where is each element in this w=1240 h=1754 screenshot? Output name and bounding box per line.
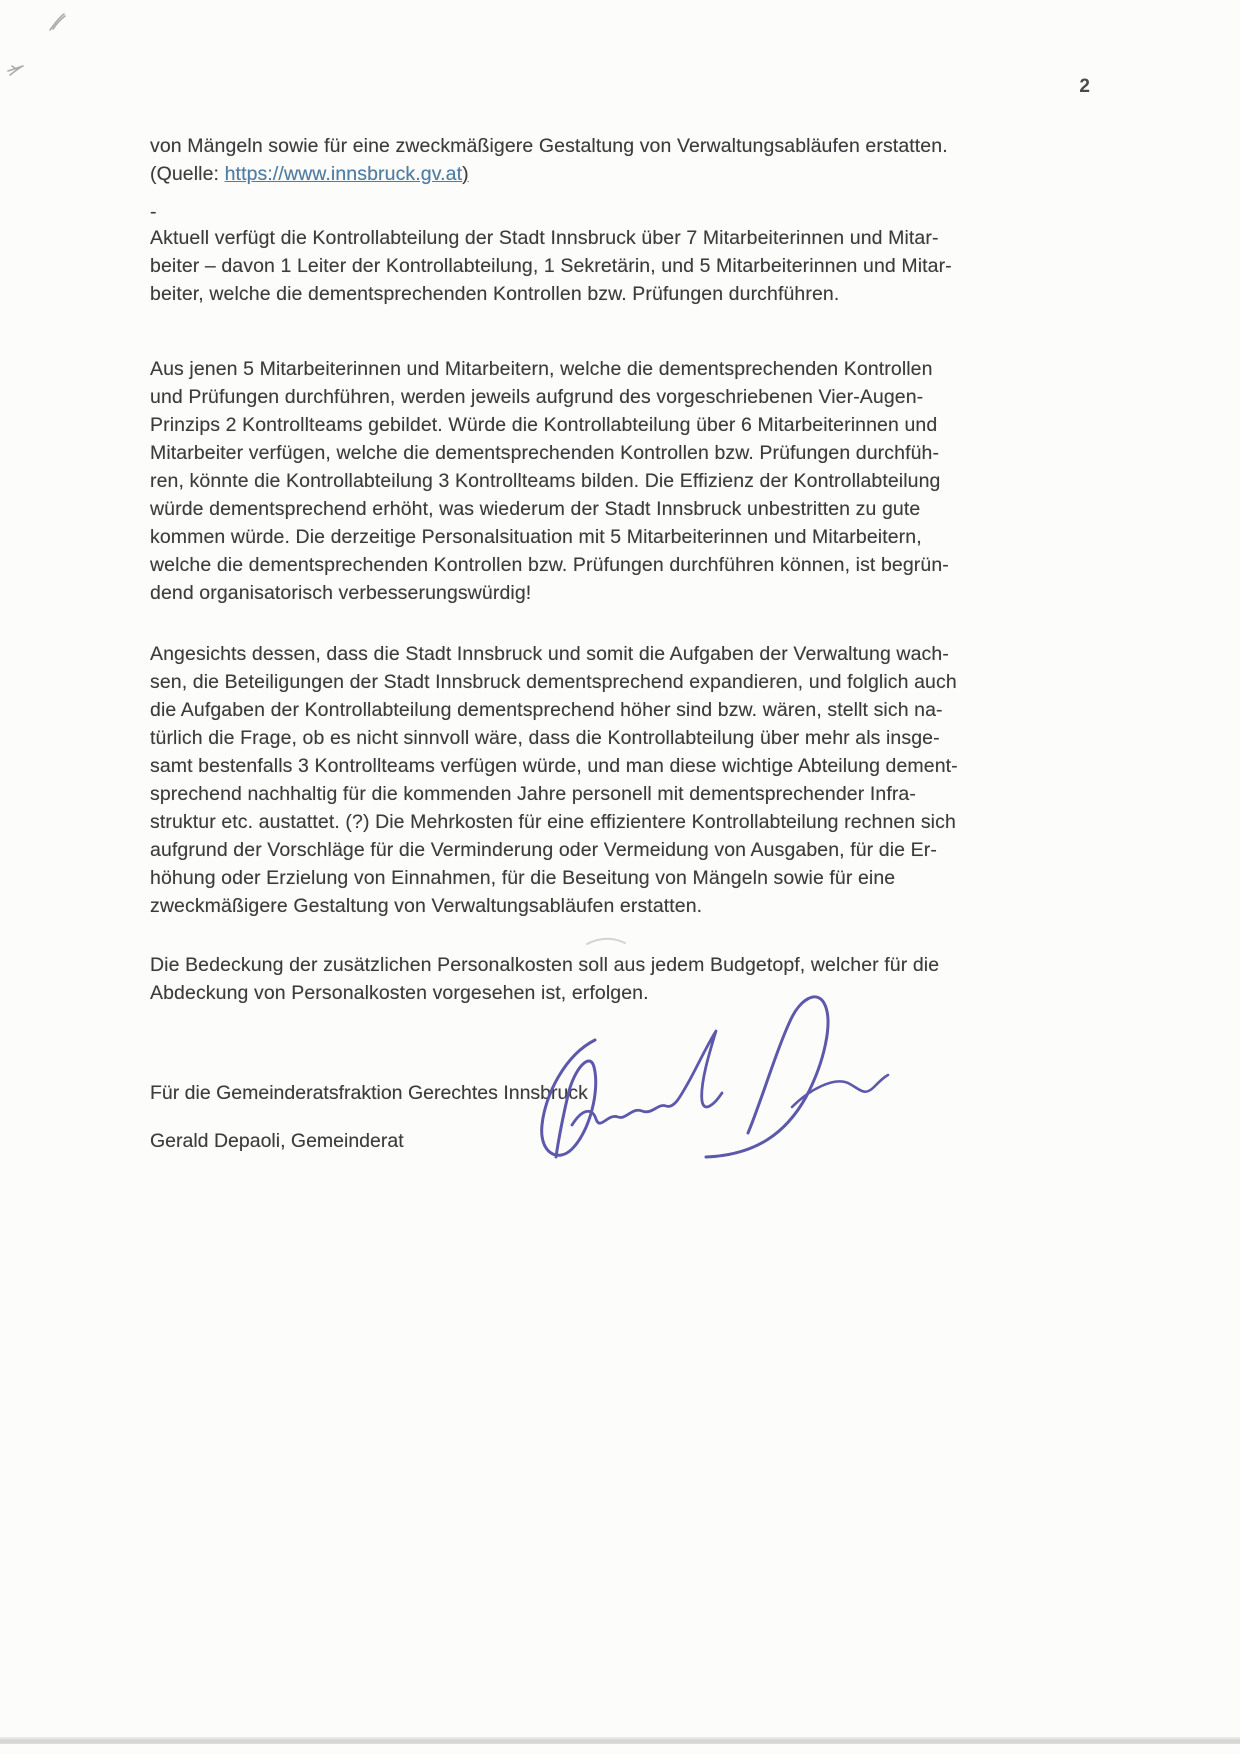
text-line: Aktuell verfügt die Kontrollabteilung der Stadt Innsbruck über 7 Mitarbeiterinnen und Mitar- xyxy=(150,227,939,249)
text-line: die Aufgaben der Kontrollabteilung dementsprechend höher sind bzw. wären, stellt sich na- xyxy=(150,699,943,721)
quelle-suffix: ) xyxy=(462,163,469,185)
paragraph-intro-continuation xyxy=(150,132,1087,188)
closing-faction-line: Für die Gemeinderatsfraktion Gerechtes Innsbruck xyxy=(150,1082,588,1104)
text-line: welche die dementsprechenden Kontrollen bzw. Prüfungen durchführen können, ist begrün- xyxy=(150,554,949,576)
text-line: sprechend nachhaltig für die kommenden Jahre personell mit dementsprechender Infra- xyxy=(150,783,916,805)
text-line: von Mängeln sowie für eine zweckmäßigere Gestaltung von Verwaltungsabläufen erstatten. xyxy=(150,135,948,157)
text-line: höhung oder Erzielung von Einnahmen, für die Beseitung von Mängeln sowie für eine xyxy=(150,867,896,889)
scan-speck-icon xyxy=(6,58,30,80)
text-line: Aus jenen 5 Mitarbeiterinnen und Mitarbeitern, welche die dementsprechenden Kontrollen xyxy=(150,358,933,380)
text-line: sen, die Beteiligungen der Stadt Innsbruck dementsprechend expandieren, und folglich auch xyxy=(150,671,957,693)
paragraph-staffing-current xyxy=(150,224,1087,308)
scan-edge-shadow xyxy=(0,1737,1240,1744)
text-line: Prinzips 2 Kontrollteams gebildet. Würde die Kontrollabteilung über 6 Mitarbeiterinnen und xyxy=(150,414,938,436)
text-line: struktur etc. austattet. (?) Die Mehrkosten für eine effizientere Kontrollabteilung rechnen sich xyxy=(150,811,956,833)
paragraph-ausbau-begruendung xyxy=(150,640,1087,920)
dash-line xyxy=(150,198,1087,226)
text-line: zweckmäßigere Gestaltung von Verwaltungsabläufen erstatten. xyxy=(150,895,703,917)
text-line: und Prüfungen durchführen, werden jeweils aufgrund des vorgeschriebenen Vier-Augen- xyxy=(150,386,924,408)
text-line: würde dementsprechend erhöht, was wiederum der Stadt Innsbruck unbestritten zu gute xyxy=(150,498,921,520)
text-line: beiter – davon 1 Leiter der Kontrollabteilung, 1 Sekretärin, und 5 Mitarbeiterinnen und Mitar- xyxy=(150,255,952,277)
text-line: Abdeckung von Personalkosten vorgesehen ist, erfolgen. xyxy=(150,982,649,1004)
scan-artifact-curve xyxy=(585,936,627,948)
handwritten-signature xyxy=(510,985,890,1170)
source-line xyxy=(150,160,1087,188)
quelle-prefix: (Quelle: xyxy=(150,163,225,185)
text-line: kommen würde. Die derzeitige Personalsituation mit 5 Mitarbeiterinnen und Mitarbeitern, xyxy=(150,526,922,548)
text-line: dend organisatorisch verbesserungswürdig! xyxy=(150,582,532,604)
text-line: türlich die Frage, ob es nicht sinnvoll wäre, dass die Kontrollabteilung über mehr als insge- xyxy=(150,727,940,749)
text-line: beiter, welche die dementsprechenden Kontrollen bzw. Prüfungen durchführen. xyxy=(150,283,840,305)
text-line: Mitarbeiter verfügen, welche die dementsprechenden Kontrollen bzw. Prüfungen durchfüh- xyxy=(150,442,940,464)
closing-signatory-line: Gerald Depaoli, Gemeinderat xyxy=(150,1130,404,1152)
text-line: aufgrund der Vorschläge für die Verminderung oder Vermeidung von Ausgaben, für die Er- xyxy=(150,839,937,861)
text-line: - xyxy=(150,201,157,223)
text-line: ren, könnte die Kontrollabteilung 3 Kontrollteams bilden. Die Effizienz der Kontrollabteilung xyxy=(150,470,941,492)
text-line: Die Bedeckung der zusätzlichen Personalkosten soll aus jedem Budgetopf, welcher für die xyxy=(150,954,940,976)
paragraph-kontrollteams xyxy=(150,355,1087,607)
text-line: samt bestenfalls 3 Kontrollteams verfügen würde, und man diese wichtige Abteilung dement- xyxy=(150,755,958,777)
page-number: 2 xyxy=(1079,76,1090,97)
scan-speck-icon xyxy=(46,10,70,34)
innsbruck-url-link[interactable]: https://www.innsbruck.gv.at xyxy=(224,163,463,185)
text-line: Angesichts dessen, dass die Stadt Innsbruck und somit die Aufgaben der Verwaltung wach- xyxy=(150,643,949,665)
